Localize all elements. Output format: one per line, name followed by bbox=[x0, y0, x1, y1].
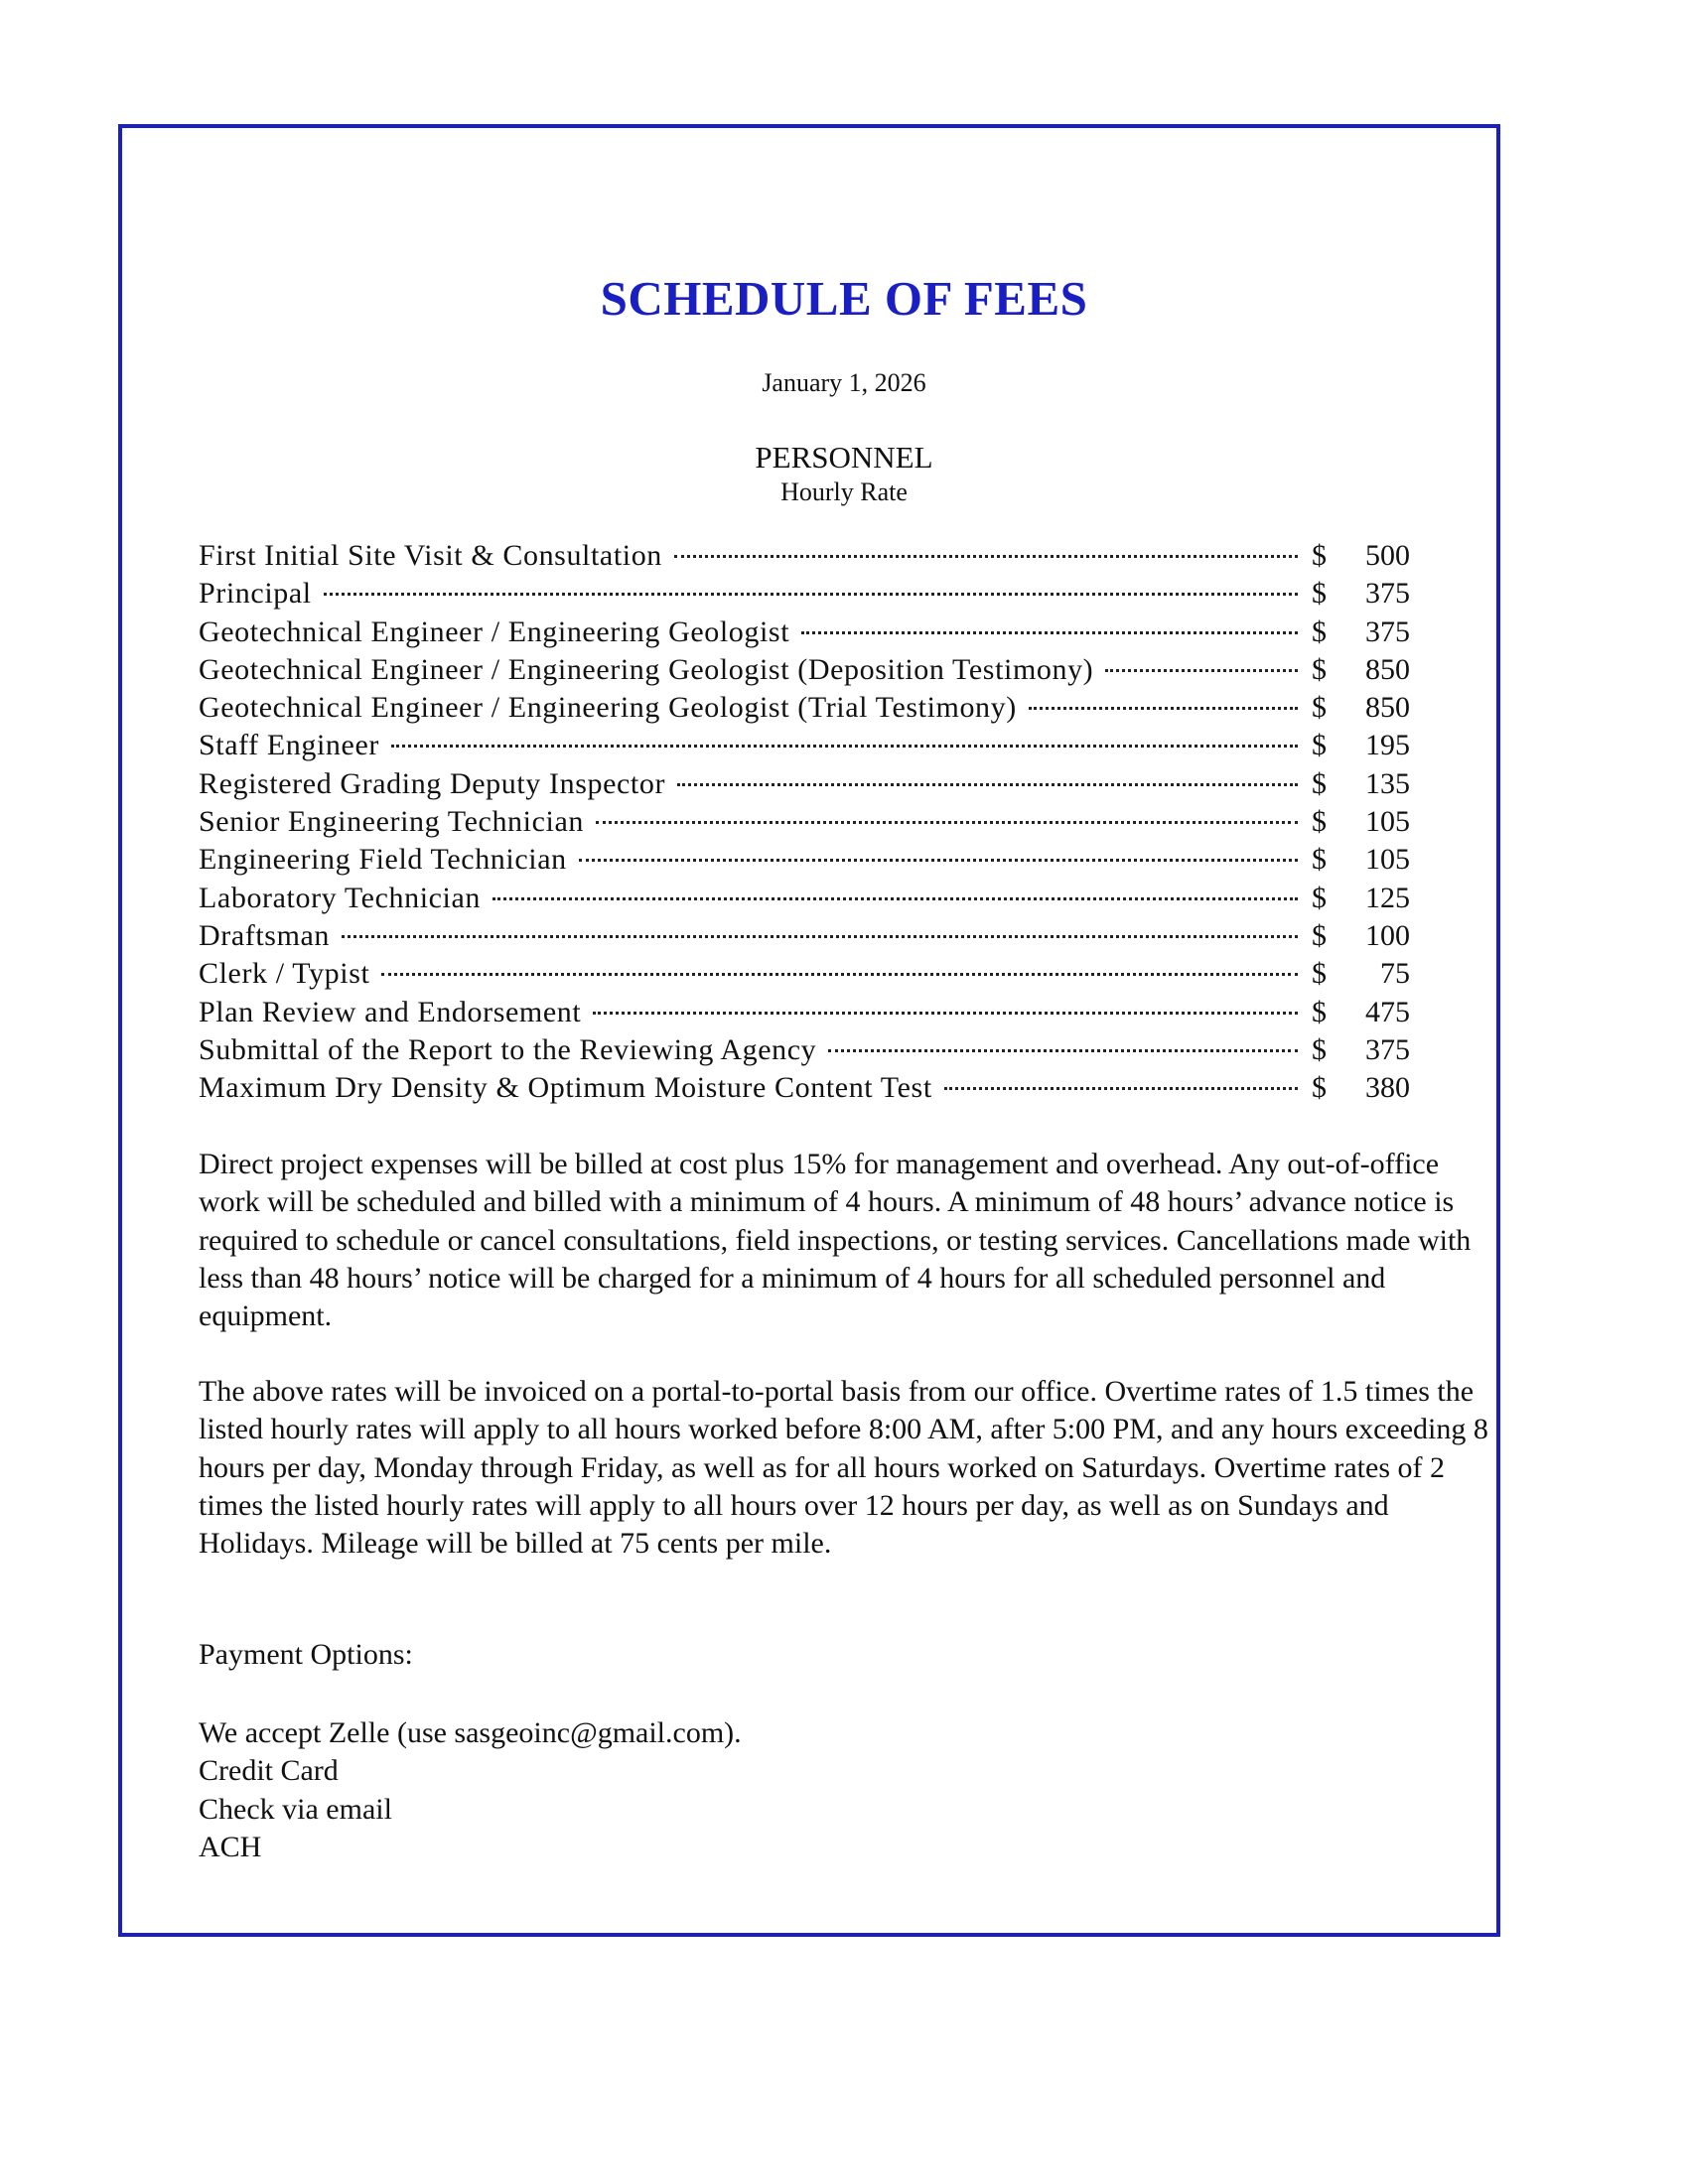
document-date: January 1, 2026 bbox=[762, 368, 926, 397]
fee-amount: 850 bbox=[1365, 691, 1410, 725]
fee-row bbox=[199, 539, 1410, 577]
fee-amount: 375 bbox=[1365, 614, 1410, 648]
fee-currency: $ bbox=[1312, 843, 1327, 877]
fee-row bbox=[199, 577, 1410, 614]
fee-row bbox=[199, 653, 1410, 691]
fee-currency: $ bbox=[1312, 729, 1327, 762]
fee-currency: $ bbox=[1312, 691, 1327, 725]
section-subtitle: Hourly Rate bbox=[780, 478, 908, 506]
dot-leader bbox=[342, 935, 1298, 938]
fee-amount: 135 bbox=[1365, 766, 1410, 800]
payment-option: ACH bbox=[199, 1830, 262, 1863]
fee-row bbox=[199, 729, 1410, 766]
rates-paragraph: The above rates will be invoiced on a portal-to-portal basis from our office. Overtime rates of 1.5 times the listed hourly rates will apply to all hours worked before 8:00 AM, after 5:00 PM, and any hours exceeding 8 hours per day, Monday through Friday, as well as for all hours worked on Saturdays. Overtime rates of 2 times the listed hourly rates will apply to all hours over 12 hours per day, as well as on Sundays and Holidays. Mileage will be billed at 75 cents per mile. bbox=[199, 1375, 1488, 1561]
fee-row bbox=[199, 805, 1410, 843]
fee-currency: $ bbox=[1312, 881, 1327, 914]
fee-label: Registered Grading Deputy Inspector bbox=[199, 766, 666, 800]
dot-leader bbox=[492, 897, 1298, 900]
payment-options-title: Payment Options: bbox=[199, 1638, 413, 1671]
fee-label: Laboratory Technician bbox=[199, 881, 481, 914]
dot-leader bbox=[801, 631, 1298, 634]
dot-leader bbox=[828, 1049, 1298, 1052]
dot-leader bbox=[1105, 669, 1298, 672]
fee-row bbox=[199, 843, 1410, 881]
fee-row bbox=[199, 691, 1410, 729]
fee-amount: 105 bbox=[1365, 843, 1410, 877]
fee-label: Geotechnical Engineer / Engineering Geologist (Deposition Testimony) bbox=[199, 652, 1094, 686]
dot-leader bbox=[596, 821, 1298, 824]
fee-row bbox=[199, 767, 1410, 805]
dot-leader bbox=[324, 593, 1298, 596]
dot-leader bbox=[1029, 707, 1298, 710]
fee-currency: $ bbox=[1312, 1071, 1327, 1105]
fee-amount: 75 bbox=[1380, 957, 1410, 991]
document-title: SCHEDULE OF FEES bbox=[600, 271, 1088, 326]
fee-label: Geotechnical Engineer / Engineering Geologist (Trial Testimony) bbox=[199, 691, 1017, 725]
fee-currency: $ bbox=[1312, 995, 1327, 1028]
fee-label: Staff Engineer bbox=[199, 729, 379, 762]
fee-row bbox=[199, 996, 1410, 1033]
fee-label: Principal bbox=[199, 577, 312, 611]
fee-row bbox=[199, 615, 1410, 653]
fee-amount: 850 bbox=[1365, 652, 1410, 686]
fee-amount: 125 bbox=[1365, 881, 1410, 914]
fee-row bbox=[199, 882, 1410, 919]
fee-currency: $ bbox=[1312, 577, 1327, 611]
payment-option: Credit Card bbox=[199, 1754, 339, 1788]
fee-label: Submittal of the Report to the Reviewing Agency bbox=[199, 1032, 817, 1066]
section-title: PERSONNEL bbox=[755, 440, 933, 475]
fee-amount: 475 bbox=[1365, 995, 1410, 1028]
payment-option: We accept Zelle (use sasgeoinc@gmail.com). bbox=[199, 1716, 742, 1749]
fee-amount: 375 bbox=[1365, 577, 1410, 611]
fee-row bbox=[199, 957, 1410, 995]
dot-leader bbox=[593, 1012, 1298, 1015]
fee-currency: $ bbox=[1312, 957, 1327, 991]
fee-table bbox=[199, 539, 1410, 1109]
payment-option: Check via email bbox=[199, 1792, 392, 1826]
dot-leader bbox=[944, 1087, 1298, 1090]
fee-label: Maximum Dry Density & Optimum Moisture Content Test bbox=[199, 1071, 932, 1105]
fee-currency: $ bbox=[1312, 614, 1327, 648]
fee-label: Plan Review and Endorsement bbox=[199, 995, 582, 1028]
fee-amount: 100 bbox=[1365, 918, 1410, 952]
fee-label: Engineering Field Technician bbox=[199, 843, 567, 877]
fee-currency: $ bbox=[1312, 539, 1327, 572]
fee-label: Geotechnical Engineer / Engineering Geologist bbox=[199, 614, 790, 648]
fee-amount: 105 bbox=[1365, 805, 1410, 839]
fee-label: Clerk / Typist bbox=[199, 957, 370, 991]
fee-amount: 500 bbox=[1365, 539, 1410, 572]
fee-currency: $ bbox=[1312, 766, 1327, 800]
dot-leader bbox=[381, 973, 1298, 976]
dot-leader bbox=[674, 555, 1298, 558]
fee-row bbox=[199, 919, 1410, 957]
fee-label: Senior Engineering Technician bbox=[199, 805, 584, 839]
dot-leader bbox=[391, 745, 1298, 748]
fee-amount: 375 bbox=[1365, 1032, 1410, 1066]
dot-leader bbox=[579, 859, 1298, 862]
payment-options-list bbox=[199, 1714, 742, 1866]
fee-amount: 380 bbox=[1365, 1071, 1410, 1105]
fee-label: First Initial Site Visit & Consultation bbox=[199, 539, 662, 572]
fee-currency: $ bbox=[1312, 805, 1327, 839]
expenses-paragraph: Direct project expenses will be billed at cost plus 15% for management and overhead. Any out-of-office work will be scheduled and billed with a minimum of 4 hours. A minimum of 48 hours’ advance notice is required to schedule or cancel consultations, field inspections, or testing services. Cancellations made with less than 48 hours’ notice will be charged for a minimum of 4 hours for all scheduled personnel and equipment. bbox=[199, 1148, 1472, 1333]
fee-currency: $ bbox=[1312, 918, 1327, 952]
fee-currency: $ bbox=[1312, 1032, 1327, 1066]
fee-row bbox=[199, 1071, 1410, 1109]
dot-leader bbox=[677, 783, 1298, 786]
fee-label: Draftsman bbox=[199, 918, 331, 952]
fee-row bbox=[199, 1033, 1410, 1071]
fee-amount: 195 bbox=[1365, 729, 1410, 762]
fee-currency: $ bbox=[1312, 652, 1327, 686]
